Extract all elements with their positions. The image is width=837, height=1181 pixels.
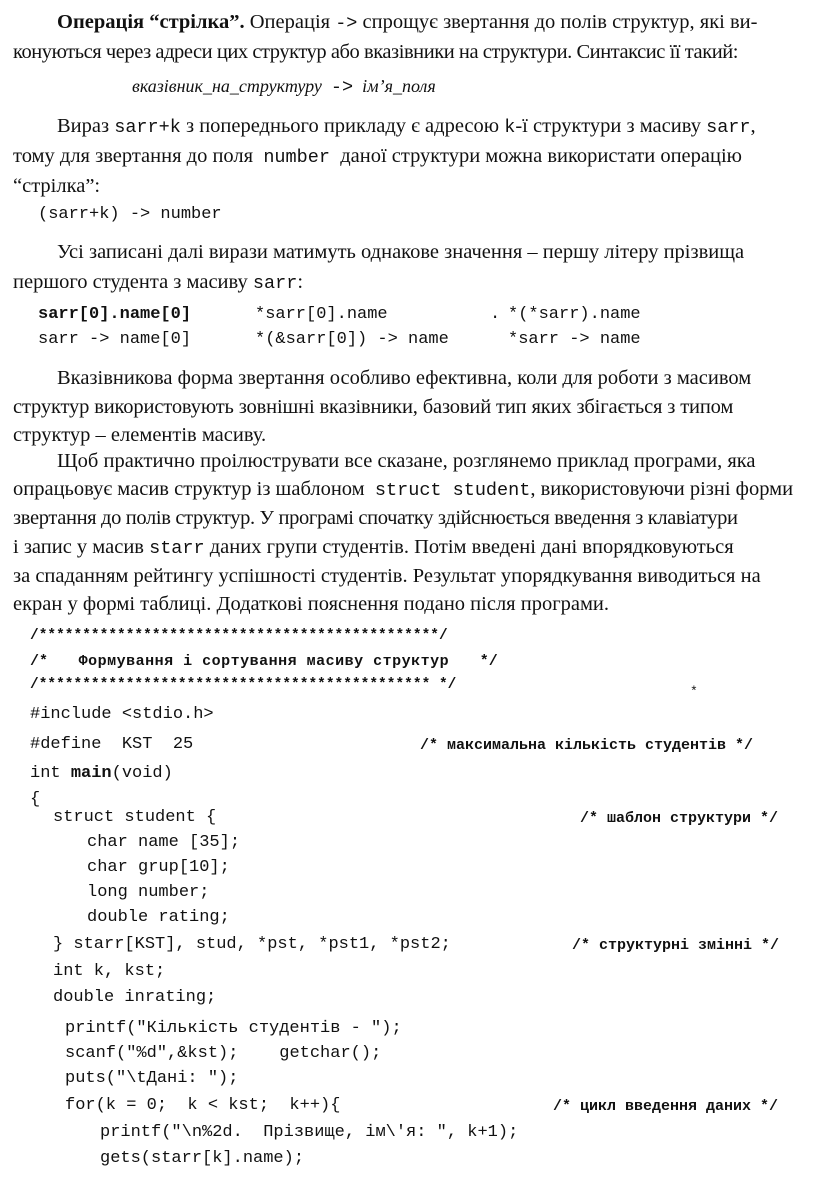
code-double-line: double inrating; xyxy=(53,988,217,1007)
para5-line-1: Щоб практично проілюструвати все сказане, розглянемо приклад програми, яка xyxy=(57,450,756,472)
para5-line-5: за спаданням рейтингу успішності студентів. Результат упорядкування виводиться на xyxy=(13,565,761,587)
syntax-arrow: -> xyxy=(330,77,354,98)
code-header-title-line xyxy=(30,652,498,671)
para5-line-6: екран у формі таблиці. Додаткові пояснення подано після програми. xyxy=(13,593,610,615)
code-struct-student: struct student xyxy=(374,480,531,501)
arrow-operator: -> xyxy=(335,13,358,34)
expr-row-2-col-2: *(&sarr[0]) -> name xyxy=(255,330,449,349)
expr-row-1-col-3: *(*sarr).name xyxy=(508,305,641,324)
para5-text: , використовуючи різні форми xyxy=(530,478,794,500)
code-include: #include <stdio.h> xyxy=(30,705,214,724)
para5-text: і запис у масив xyxy=(13,536,144,558)
code-number: number xyxy=(263,147,330,168)
para2-text: з попереднього прикладу є адресою xyxy=(185,115,500,137)
code-header-border-top: /**********************************************/ xyxy=(30,628,448,644)
para4-line-3: структур – елементів масиву. xyxy=(13,424,267,446)
code-for-line: for(k = 0; k < kst; k++){ xyxy=(65,1096,341,1115)
para3-line-2 xyxy=(13,267,303,299)
para2-text: Вираз xyxy=(57,115,110,137)
syntax-left: вказівник_на_структуру xyxy=(132,76,322,96)
expr-row-1-col-1: sarr[0].name[0] xyxy=(38,305,192,324)
code-gets-line: gets(starr[k].name); xyxy=(100,1149,305,1168)
code-starr: starr xyxy=(149,538,205,559)
para4-line-2: структур використовують зовнішні вказівники, базовий тип яких збігається з типом xyxy=(13,396,734,418)
section-text-a: Операція xyxy=(249,11,331,33)
para5-line-2 xyxy=(13,474,793,506)
code-sarr-k: sarr+k xyxy=(114,117,181,138)
comment-close: */ xyxy=(479,653,498,670)
expr-stray-mark: . xyxy=(490,305,501,324)
code-struct-line: struct student { xyxy=(53,808,217,827)
code-header-title: Формування і сортування масиву структур xyxy=(78,653,450,670)
section-text-b: спрощує звертання до полів структур, які ви- xyxy=(362,11,758,33)
section-line-2: конуються через адреси цих структур або вказівники на структури. Синтаксис її такий: xyxy=(13,41,738,63)
expr-row-2-col-1: sarr -> name[0] xyxy=(38,330,192,349)
code-scanf: scanf("%d",&kst); xyxy=(65,1044,239,1063)
para5-line-3: звертання до полів структур. У програмі спочатку здійснюється введення з клавіатури xyxy=(13,507,738,529)
para2-line-2 xyxy=(13,141,742,173)
para2-text: -ї структури з масиву xyxy=(515,115,701,137)
section-line-1 xyxy=(57,7,757,39)
syntax-line xyxy=(132,71,436,103)
expr-row-1-col-2: *sarr[0].name xyxy=(255,305,388,324)
para2-line-3: “стрілка”: xyxy=(13,175,101,197)
code-stray-mark: * xyxy=(690,684,698,699)
code-getchar: getchar(); xyxy=(279,1044,382,1063)
code-field-rating: double rating; xyxy=(87,908,230,927)
code-field-grup: char grup[10]; xyxy=(87,858,230,877)
code-sarr: sarr xyxy=(252,273,298,294)
code-field-name: char name [35]; xyxy=(87,833,241,852)
para5-text: опрацьовує масив структур із шаблоном xyxy=(13,478,365,500)
code-main-params: (void) xyxy=(111,764,173,783)
syntax-right: ім’я_поля xyxy=(362,76,436,96)
code-header-border-bottom: /********************************************* */ xyxy=(30,677,457,693)
para5-text: даних групи студентів. Потім введені дані впорядковуються xyxy=(209,536,734,558)
para2-text: тому для звертання до поля xyxy=(13,145,254,167)
code-sarr: sarr xyxy=(706,117,751,138)
code-struct-comment: /* шаблон структури */ xyxy=(580,810,779,827)
code-main-name: main xyxy=(70,764,112,783)
section-title: Операція “стрілка”. xyxy=(57,11,245,33)
code-k: k xyxy=(504,117,516,138)
para2-line-1 xyxy=(57,111,756,143)
comment-open: /* xyxy=(30,653,49,670)
code-puts-line: puts("\tДані: "); xyxy=(65,1069,239,1088)
code-main xyxy=(30,764,173,783)
code-define: #define KST 25 xyxy=(30,735,194,754)
code-int-line: int k, kst; xyxy=(53,962,166,981)
code-define-comment: /* максимальна кількість студентів */ xyxy=(420,737,754,754)
code-scanf-line xyxy=(65,1044,381,1063)
para3-text: першого студента з масиву xyxy=(13,271,248,293)
code-printf-count: printf("Кількість студентів - "); xyxy=(65,1019,402,1038)
para5-line-4 xyxy=(13,532,734,564)
code-field-number: long number; xyxy=(87,883,210,902)
para3-text: : xyxy=(297,271,304,293)
code-int-keyword: int xyxy=(30,764,71,783)
code-vars-line: } starr[KST], stud, *pst, *pst1, *pst2; xyxy=(53,935,451,954)
code-brace-open: { xyxy=(30,790,41,809)
code-vars-comment: /* структурні змінні */ xyxy=(572,937,780,954)
para4-line-1: Вказівникова форма звертання особливо ефективна, коли для роботи з масивом xyxy=(57,367,752,389)
para2-text: даної структури можна використати операцію xyxy=(340,145,742,167)
para2-text: , xyxy=(750,115,756,137)
example-arrow-expression: (sarr+k) -> number xyxy=(38,205,222,224)
expr-row-2-col-3: *sarr -> name xyxy=(508,330,641,349)
code-for-comment: /* цикл введення даних */ xyxy=(553,1098,779,1115)
para3-line-1: Усі записані далі вирази матимуть однакове значення – першу літеру прізвища xyxy=(57,241,745,263)
code-printf-name: printf("\n%2d. Прізвище, ім\'я: ", k+1); xyxy=(100,1123,519,1142)
